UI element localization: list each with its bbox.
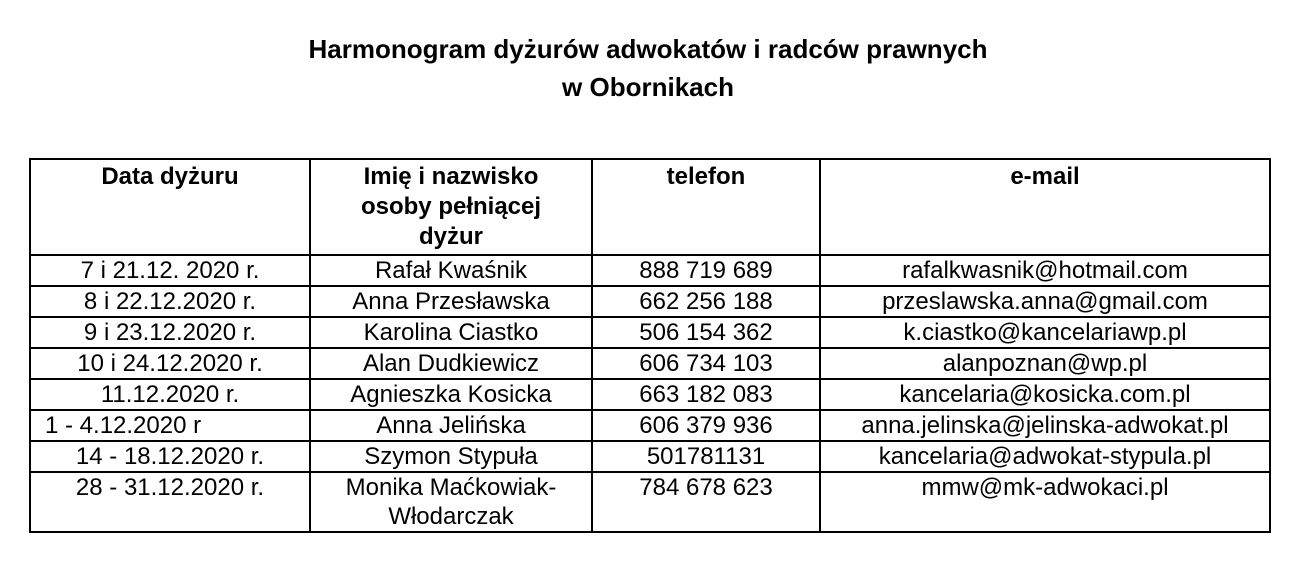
table-row xyxy=(30,441,1270,472)
cell-email: mmw@mk-adwokaci.pl xyxy=(820,472,1270,532)
page-title xyxy=(0,30,1292,106)
duty-schedule-table xyxy=(29,158,1271,533)
cell-date: 1 - 4.12.2020 r xyxy=(30,410,310,441)
cell-date: 28 - 31.12.2020 r. xyxy=(30,472,310,532)
header-email: e-mail xyxy=(820,159,1270,255)
cell-email: kancelaria@adwokat-stypula.pl xyxy=(820,441,1270,472)
cell-date: 14 - 18.12.2020 r. xyxy=(30,441,310,472)
table-row xyxy=(30,317,1270,348)
table-header-row xyxy=(30,159,1270,255)
cell-email: kancelaria@kosicka.com.pl xyxy=(820,379,1270,410)
cell-phone: 606 734 103 xyxy=(592,348,820,379)
cell-name: Karolina Ciastko xyxy=(310,317,592,348)
cell-email: k.ciastko@kancelariawp.pl xyxy=(820,317,1270,348)
cell-phone: 501781131 xyxy=(592,441,820,472)
header-name: Imię i nazwisko osoby pełniącej dyżur xyxy=(310,159,592,255)
cell-email: przeslawska.anna@gmail.com xyxy=(820,286,1270,317)
cell-name: Anna Przesławska xyxy=(310,286,592,317)
header-phone: telefon xyxy=(592,159,820,255)
cell-phone: 662 256 188 xyxy=(592,286,820,317)
cell-email: rafalkwasnik@hotmail.com xyxy=(820,255,1270,286)
cell-date: 7 i 21.12. 2020 r. xyxy=(30,255,310,286)
cell-email: anna.jelinska@jelinska-adwokat.pl xyxy=(820,410,1270,441)
table-row xyxy=(30,379,1270,410)
table-row xyxy=(30,255,1270,286)
header-date: Data dyżuru xyxy=(30,159,310,255)
cell-phone: 784 678 623 xyxy=(592,472,820,532)
cell-phone: 888 719 689 xyxy=(592,255,820,286)
cell-phone: 606 379 936 xyxy=(592,410,820,441)
table-row xyxy=(30,410,1270,441)
table-row xyxy=(30,472,1270,532)
cell-name: Monika Maćkowiak-Włodarczak xyxy=(310,472,592,532)
cell-name: Szymon Stypuła xyxy=(310,441,592,472)
cell-date: 8 i 22.12.2020 r. xyxy=(30,286,310,317)
cell-name: Agnieszka Kosicka xyxy=(310,379,592,410)
cell-date: 11.12.2020 r. xyxy=(30,379,310,410)
cell-date: 10 i 24.12.2020 r. xyxy=(30,348,310,379)
cell-phone: 506 154 362 xyxy=(592,317,820,348)
cell-name: Anna Jelińska xyxy=(310,410,592,441)
cell-phone: 663 182 083 xyxy=(592,379,820,410)
cell-email: alanpoznan@wp.pl xyxy=(820,348,1270,379)
page-title-line-1: Harmonogram dyżurów adwokatów i radców prawnych xyxy=(308,34,988,64)
table-row xyxy=(30,286,1270,317)
cell-date: 9 i 23.12.2020 r. xyxy=(30,317,310,348)
table-row xyxy=(30,348,1270,379)
cell-name: Alan Dudkiewicz xyxy=(310,348,592,379)
cell-name: Rafał Kwaśnik xyxy=(310,255,592,286)
page-title-line-2: w Obornikach xyxy=(562,72,734,102)
